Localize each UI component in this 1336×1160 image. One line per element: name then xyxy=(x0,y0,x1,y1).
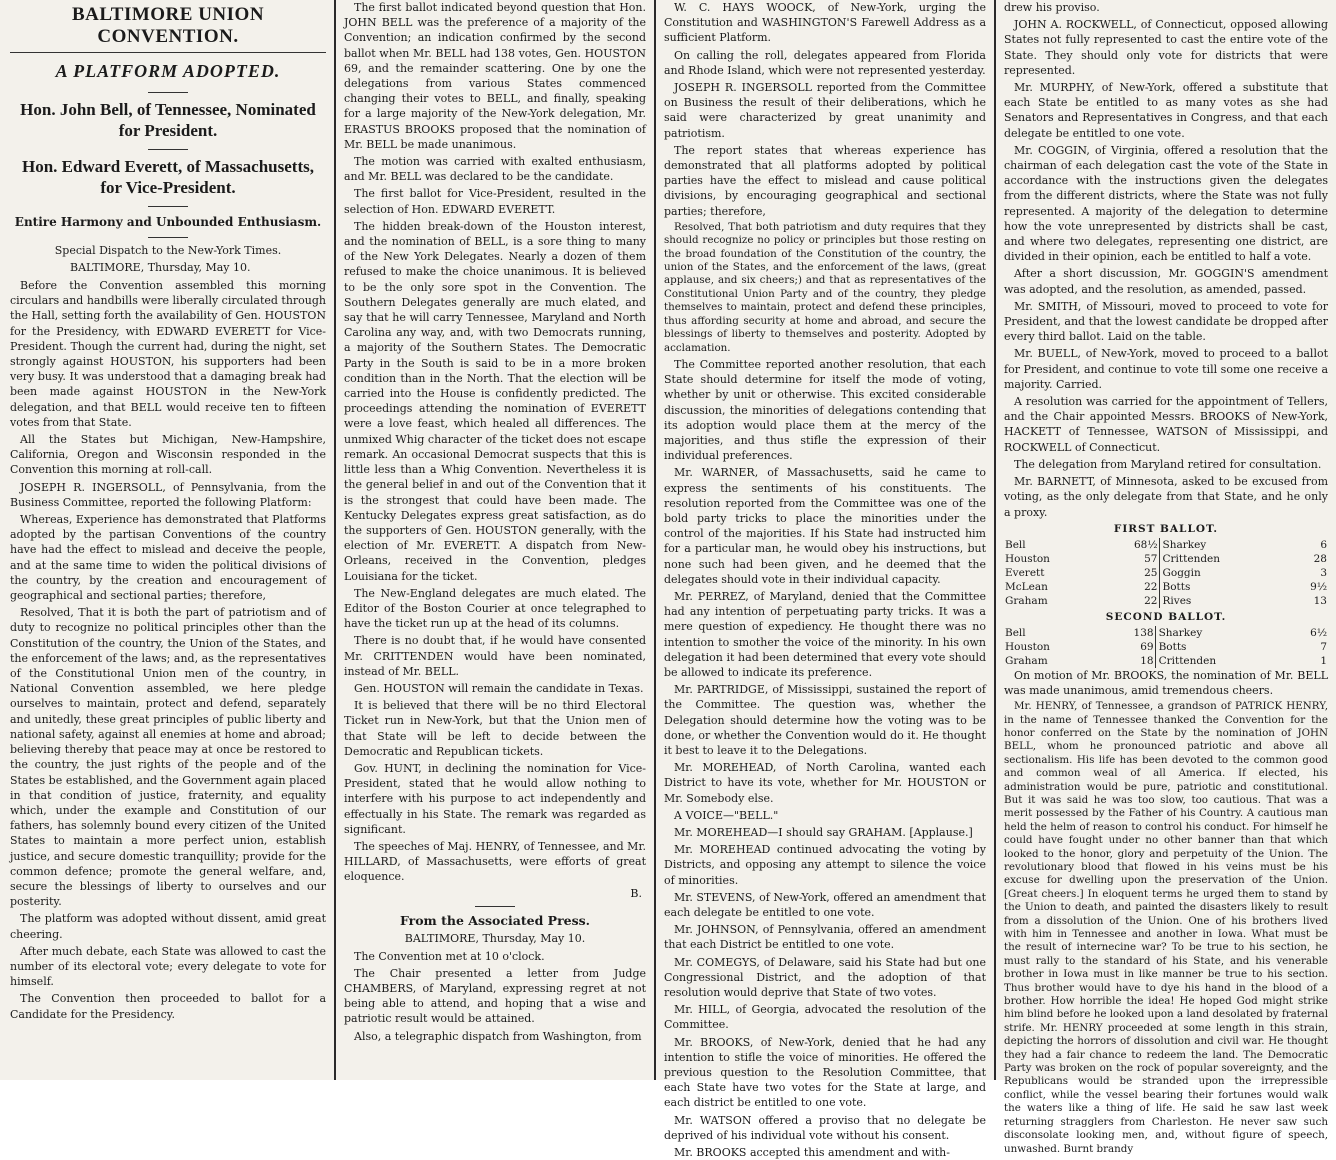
table-cell: 7 xyxy=(1320,640,1327,653)
table-cell: 22 xyxy=(1144,580,1158,593)
column-1 xyxy=(4,0,332,1080)
table-cell: 1 xyxy=(1320,654,1327,667)
table-cell: Sharkey xyxy=(1162,538,1207,551)
table-cell: 138 xyxy=(1133,626,1154,639)
article-paragraph: The Committee reported another resolution, that each State should determine for itself the mode of voting, whether by unit or otherwise. This excited considerable discussion, the minorities of delegations contending that its adoption would place them at the mercy of the majorities, and thus stifle the expression of their individual preferences. xyxy=(664,357,986,463)
column-2 xyxy=(338,0,652,1080)
article-paragraph: Mr. PERREZ, of Maryland, denied that the Committee had any intention of perpetuating party tricks. It was a mere question of expediency. He thought there was no intention to smother the voice of the minority. In his own delegation it had been determined that every vote should be allowed to indicate its preference. xyxy=(664,589,986,679)
second-ballot-title: SECOND BALLOT. xyxy=(1105,610,1227,623)
article-paragraph: After much debate, each State was allowed to cast the number of its electoral vote; every delegate to vote for himself. xyxy=(10,944,326,989)
table-cell: 57 xyxy=(1144,552,1158,565)
article-paragraph: Also, a telegraphic dispatch from Washington, from xyxy=(354,1029,642,1043)
table-row xyxy=(1004,580,1328,594)
article-paragraph: There is no doubt that, if he would have consented Mr. CRITTENDEN would have been nominated, instead of Mr. BELL. xyxy=(344,634,646,678)
table-cell: 13 xyxy=(1313,594,1327,607)
article-paragraph: The speeches of Maj. HENRY, of Tennessee, and Mr. HILLARD, of Massachusetts, were efforts of great eloquence. xyxy=(344,839,646,884)
article-paragraph: Whereas, Experience has demonstrated that Platforms adopted by the partisan Conventions of the country have had the effect to mislead and deceive the people, and at the same time to widen the political divisions of the country, by the creation and encouragement of geographical and sectional parties; therefore, xyxy=(10,513,326,603)
article-paragraph: Mr. JOHNSON, of Pennsylvania, offered an amendment that each District be entitled to one vote. xyxy=(664,923,986,952)
article-paragraph: Mr. HILL, of Georgia, advocated the resolution of the Committee. xyxy=(664,1003,986,1032)
article-paragraph: The report states that whereas experience has demonstrated that all platforms adopted by political parties have the effect to mislead and cause political divisions, by encouraging geographical and sectional parties; therefore, xyxy=(664,143,986,218)
article-paragraph: drew his proviso. xyxy=(1004,1,1100,14)
article-paragraph: JOSEPH R. INGERSOLL reported from the Committee on Business the result of their deliberations, which he said were characterized by great unanimity and patriotism. xyxy=(664,81,986,140)
article-paragraph: Mr. HENRY, of Tennessee, a grandson of PATRICK HENRY, in the name of Tennessee thanked the Convention for the honor conferred on the State by the nomination of JOHN BELL, whom he pronounced patriotic and above all sectionalism. His life has been devoted to the common good and common weal of all America. If elected, his administration would be pure, patriotic and constitutional. But it was said he was too slow, too cautious. That was a merit possessed by the Father of his Country. A cautious man held the helm of reason to control his conduct. For himself he could have fought under no other banner than that which looked to the honor, glory and perpetuity of the Union. The revolutionary blood that flowed in his veins must be his excuse for dwelling upon the preservation of the Union. [Great cheers.] In eloquent terms he urged them to stand by the Union to death, and painted the disasters likely to result from a dissolution of the Union. One of his brothers lived with him in Tennessee and another in Iowa. What must be the result of internecine war? To be true to his section, he must rally to the standard of his State, and his venerable brother in Iowa must in like manner be true to his section. Thus brother would have to dye his hand in the blood of a brother. How horrible the idea! He hoped God might strike him blind before he looked upon a land desolated by fraternal strife. Mr. HENRY proceeded at some length in this strain, depicting the horrors of dissolution and civil war. He thought they had a fair chance to redeem the land. The Democratic Party was broken on the rock of popular sovereignty, and the Republicans would be stranded upon the irrepressible conflict, while the vessel bearing their fortunes would walk the waters like a thing of life. He said he saw last week returning stragglers from Charleston. He never saw such disconsolate looking men, and, without figure of speech, unwashed. Burnt brandy xyxy=(1004,700,1328,1155)
table-cell: 18 xyxy=(1140,654,1154,667)
table-row xyxy=(1004,552,1328,566)
article-paragraph: On motion of Mr. BROOKS, the nomination of Mr. BELL was made unanimous, amid tremendous cheers. xyxy=(1004,668,1328,697)
article-paragraph: The platform was adopted without dissent, amid great cheering. xyxy=(10,912,326,941)
table-row xyxy=(1004,566,1328,580)
table-cell: Goggin xyxy=(1162,566,1201,579)
article-paragraph: The Chair presented a letter from Judge CHAMBERS, of Maryland, expressing regret at not being able to attend, and hoping that a wise and patriotic result would be attained. xyxy=(344,966,646,1026)
table-cell: 68½ xyxy=(1133,538,1158,551)
table-row xyxy=(1004,640,1328,654)
article-paragraph: The Convention met at 10 o'clock. xyxy=(354,949,545,963)
dateline: BALTIMORE, Thursday, May 10. xyxy=(404,931,586,945)
article-paragraph: A VOICE—"BELL." xyxy=(674,808,779,822)
table-row xyxy=(1004,538,1328,552)
table-cell: Everett xyxy=(1005,566,1045,579)
article-paragraph: All the States but Michigan, New-Hampshire, California, Oregon and Wisconsin responded in the Convention this morning at roll-call. xyxy=(10,433,326,477)
divider xyxy=(148,149,188,150)
column-rule xyxy=(994,0,996,1080)
article-paragraph: The first ballot indicated beyond question that Hon. JOHN BELL was the preference of a majority of the Convention; an indication confirmed by the second ballot when Mr. BELL had 138 votes, Gen. HOUSTON 69, and the remainder scattering. One by one the delegations from various States commenced changing their votes to BELL, and finally, speaking for a large majority of the New-York delegation, Mr. ERASTUS BROOKS proposed that the nomination of Mr. BELL be made unanimous. xyxy=(344,1,646,151)
table-cell: Bell xyxy=(1005,626,1026,639)
article-paragraph: Resolved, That both patriotism and duty requires that they should recognize no policy or principles but those resting on the broad foundation of the Constitution of the country, the union of the States, and the enforcement of the laws, (great applause, and six cheers;) and that as representatives of the Constitutional Union Party and of the country, they pledge themselves to maintain, protect and defend these principles, thus affording security at home and abroad, and secure the blessings of liberty to themselves and posterity. Adopted by acclamation. xyxy=(664,220,986,354)
table-cell: 28 xyxy=(1313,552,1327,565)
article-paragraph: Mr. MURPHY, of New-York, offered a substitute that each State be entitled to as many votes as she had Senators and Representatives in Congress, and that each delegate be entitled to one vote. xyxy=(1004,81,1328,140)
table-cell: Houston xyxy=(1005,640,1050,653)
article-paragraph: After a short discussion, Mr. GOGGIN'S amendment was adopted, and the resolution, as amended, passed. xyxy=(1004,267,1328,296)
table-cell: Bell xyxy=(1005,538,1026,551)
table-cell: Botts xyxy=(1158,640,1187,653)
article-paragraph: It is believed that there will be no third Electoral Ticket run in New-York, but that the Union men of that State will be left to decide between the Democratic and Republican tickets. xyxy=(344,699,646,758)
column-rule xyxy=(334,0,336,1080)
column-3 xyxy=(658,0,992,1160)
special-dispatch: Special Dispatch to the New-York Times. xyxy=(54,244,282,257)
second-ballot-table xyxy=(1004,626,1328,668)
deck-platform: A PLATFORM ADOPTED. xyxy=(55,61,281,81)
article-paragraph: Gov. HUNT, in declining the nomination for Vice-President, stated that he would allow nothing to interfere with his purpose to act independently and effectually in his State. The remark was regarded as significant. xyxy=(344,761,646,836)
table-cell: 9½ xyxy=(1310,580,1327,593)
table-cell: 6 xyxy=(1320,538,1327,551)
table-cell: Houston xyxy=(1005,552,1050,565)
table-row xyxy=(1004,626,1328,640)
subhead-associated-press: From the Associated Press. xyxy=(399,912,591,928)
table-cell: Botts xyxy=(1162,580,1191,593)
article-paragraph: Mr. MOREHEAD, of North Carolina, wanted each District to have its vote, whether for Mr. HOUSTON or Mr. Somebody else. xyxy=(664,761,986,805)
table-cell: 22 xyxy=(1144,594,1158,607)
signature: B. xyxy=(630,886,642,900)
deck-harmony: Entire Harmony and Unbounded Enthusiasm. xyxy=(14,215,322,229)
article-paragraph: The New-England delegates are much elated. The Editor of the Boston Courier at once telegraphed to have the ticket run up at the head of its columns. xyxy=(344,586,646,631)
article-paragraph: Mr. STEVENS, of New-York, offered an amendment that each delegate be entitled to one vote. xyxy=(664,890,986,920)
table-cell: 3 xyxy=(1320,566,1327,579)
article-paragraph: Mr. BROOKS, of New-York, denied that he had any intention to stifle the voice of minorities. He offered the previous question to the Resolution Committee, that each State have two votes for the State at large, and each district be entitled to one vote. xyxy=(664,1035,986,1110)
article-paragraph: Resolved, That it is both the part of patriotism and of duty to recognize no political principles other than the Constitution of the country, the Union of the States, and the enforcement of the laws; and, as the representatives of the Constitutional Union men of the country, in National Convention assembled, we here pledge ourselves to maintain, protect and defend, separately and unitedly, these great principles of public liberty and national safety, against all enemies at home and abroad; believing thereby that peace may at once be restored to the country, the just rights of the people and of the States be established, and the Government again placed in that condition of justice, fraternity, and equality which, under the example and Constitution of our fathers, has solemnly bound every citizen of the United States to maintain a more perfect union, establish justice, and secure domestic tranquillity; provide for the common defence; promote the general welfare, and, secure the blessings of liberty to ourselves and our posterity. xyxy=(10,606,326,909)
column-rule xyxy=(654,0,656,1080)
divider xyxy=(148,206,188,207)
table-cell: Crittenden xyxy=(1158,654,1217,667)
table-cell: 6½ xyxy=(1310,626,1327,639)
article-paragraph: The motion was carried with exalted enthusiasm, and Mr. BELL was declared to be the candidate. xyxy=(344,155,646,184)
article-paragraph: The delegation from Maryland retired for consultation. xyxy=(1014,457,1322,471)
article-paragraph: On calling the roll, delegates appeared from Florida and Rhode Island, which were not represented yesterday. xyxy=(664,48,986,77)
table-row xyxy=(1004,654,1328,668)
article-paragraph: Mr. BUELL, of New-York, moved to proceed to a ballot for President, and continue to vote till some one receive a majority. Carried. xyxy=(1004,347,1328,391)
divider xyxy=(10,52,326,53)
table-cell: Sharkey xyxy=(1158,626,1203,639)
article-paragraph: Mr. MOREHEAD—I should say GRAHAM. [Applause.] xyxy=(674,826,973,839)
deck-bell: Hon. John Bell, of Tennessee, Nominated for President. xyxy=(20,100,316,140)
table-cell: Graham xyxy=(1005,654,1048,667)
dateline: BALTIMORE, Thursday, May 10. xyxy=(70,261,251,274)
table-cell: Graham xyxy=(1005,594,1048,607)
article-paragraph: Mr. COGGIN, of Virginia, offered a resolution that the chairman of each delegation cast the vote of the State in accordance with the instructions given the delegates from the different districts, where the State was not fully represented. A majority of the delegation to determine how the vote unrepresented by districts shall be cast, and where two delegates, representing one district, are divided in their opinion, each be entitled to half a vote. xyxy=(1004,143,1328,264)
article-paragraph: Mr. MOREHEAD continued advocating the voting by Districts, and opposing any attempt to silence the voice of minorities. xyxy=(664,843,986,887)
table-cell: Rives xyxy=(1162,594,1192,607)
deck-everett: Hon. Edward Everett, of Massachusetts, for Vice-President. xyxy=(22,157,314,197)
divider xyxy=(148,92,188,93)
divider xyxy=(475,906,515,907)
article-paragraph: W. C. HAYS WOOCK, of New-York, urging the Constitution and WASHINGTON'S Farewell Address as a sufficient Platform. xyxy=(664,1,986,45)
table-cell: 69 xyxy=(1140,640,1154,653)
first-ballot-table xyxy=(1004,522,1328,668)
table-cell: Crittenden xyxy=(1162,552,1221,565)
article-paragraph: Mr. SMITH, of Missouri, moved to proceed to vote for President, and that the lowest candidate be dropped after every third ballot. Laid on the table. xyxy=(1004,299,1328,344)
headline: BALTIMORE UNION CONVENTION. xyxy=(71,4,265,47)
article-paragraph: Mr. WATSON offered a proviso that no delegate be deprived of his individual vote without his consent. xyxy=(664,1113,986,1142)
article-paragraph: Mr. BARNETT, of Minnesota, asked to be excused from voting, as the only delegate from that State, and he only a proxy. xyxy=(1004,475,1328,519)
column-4 xyxy=(998,0,1334,1155)
article-paragraph: A resolution was carried for the appointment of Tellers, and the Chair appointed Messrs. BROOKS of New-York, HACKETT of Tennessee, WATSON of Mississippi, and ROCKWELL of Connecticut. xyxy=(1004,395,1328,454)
first-ballot-title: FIRST BALLOT. xyxy=(1113,522,1219,535)
article-paragraph: Before the Convention assembled this morning circulars and handbills were liberally circulated through the Hall, setting forth the availability of Gen. HOUSTON for the Presidency, with EDWARD EVERETT for Vice-President. Though the current had, during the night, set strongly against HOUSTON, his supporters had been very busy. It was understood that a damaging break had been made against HOUSTON in the New-York delegation, and that BELL would receive ten to fifteen votes from that State. xyxy=(10,279,327,429)
article-paragraph: JOSEPH R. INGERSOLL, of Pennsylvania, from the Business Committee, reported the following Platform: xyxy=(10,480,326,509)
article-paragraph: The Convention then proceeded to ballot for a Candidate for the Presidency. xyxy=(10,992,326,1021)
article-paragraph: The first ballot for Vice-President, resulted in the selection of Hon. EDWARD EVERETT. xyxy=(344,187,646,216)
article-paragraph: Mr. BROOKS accepted this amendment and with- xyxy=(674,1146,950,1160)
article-paragraph: Gen. HOUSTON will remain the candidate in Texas. xyxy=(354,681,644,695)
table-cell: McLean xyxy=(1005,580,1048,593)
article-paragraph: The hidden break-down of the Houston interest, and the nomination of BELL, is a sore thing to many of the New York Delegates. Nearly a dozen of them refused to make the choice unanimous. It is believed to be the only sore spot in the Convention. The Southern Delegates generally are much elated, and say that he will carry Tennessee, Maryland and North Carolina any way, and, with two Democrats running, a majority of the Southern States. The Democratic Party in the South is said to be in a more broken condition than in the North. That the election will be carried into the House is confidently predicted. The proceedings attending the nomination of EVERETT were a love feast, which healed all differences. The unmixed Whig character of the ticket does not escape remark. An occasional Democrat suspects that this is little less than a Whig Convention. Nevertheless it is the general belief in and out of the Convention that it is the strongest that could have been made. The Kentucky Delegates express great satisfaction, as do the supporters of Gen. HOUSTON generally, with the election of Mr. EVERETT. A dispatch from New-Orleans, received in the Convention, pledges Louisiana for the ticket. xyxy=(344,219,646,583)
divider xyxy=(148,237,188,238)
table-row xyxy=(1004,594,1328,608)
article-paragraph: Mr. PARTRIDGE, of Mississippi, sustained the report of the Committee. The question was, whether the Delegation should determine how the voting was to be done, or whether the Convention would do it. He thought it best to leave it to the Delegations. xyxy=(664,683,986,757)
article-paragraph: JOHN A. ROCKWELL, of Connecticut, opposed allowing States not fully represented to cast the entire vote of the State. They should only vote for districts that were represented. xyxy=(1004,18,1328,77)
article-paragraph: Mr. WARNER, of Massachusetts, said he came to express the sentiments of his constituents. The resolution reported from the Committee was one of the bold party tricks to place the minorities under the control of the majorities. If his State had instructed him for a particular man, he would obey his instructions, but none such had been given, and he deemed that the delegates should vote in their individual capacity. xyxy=(664,466,986,586)
table-cell: 25 xyxy=(1144,566,1158,579)
article-paragraph: Mr. COMEGYS, of Delaware, said his State had but one Congressional District, and the adoption of that resolution would deprive that State of two votes. xyxy=(664,955,986,1000)
